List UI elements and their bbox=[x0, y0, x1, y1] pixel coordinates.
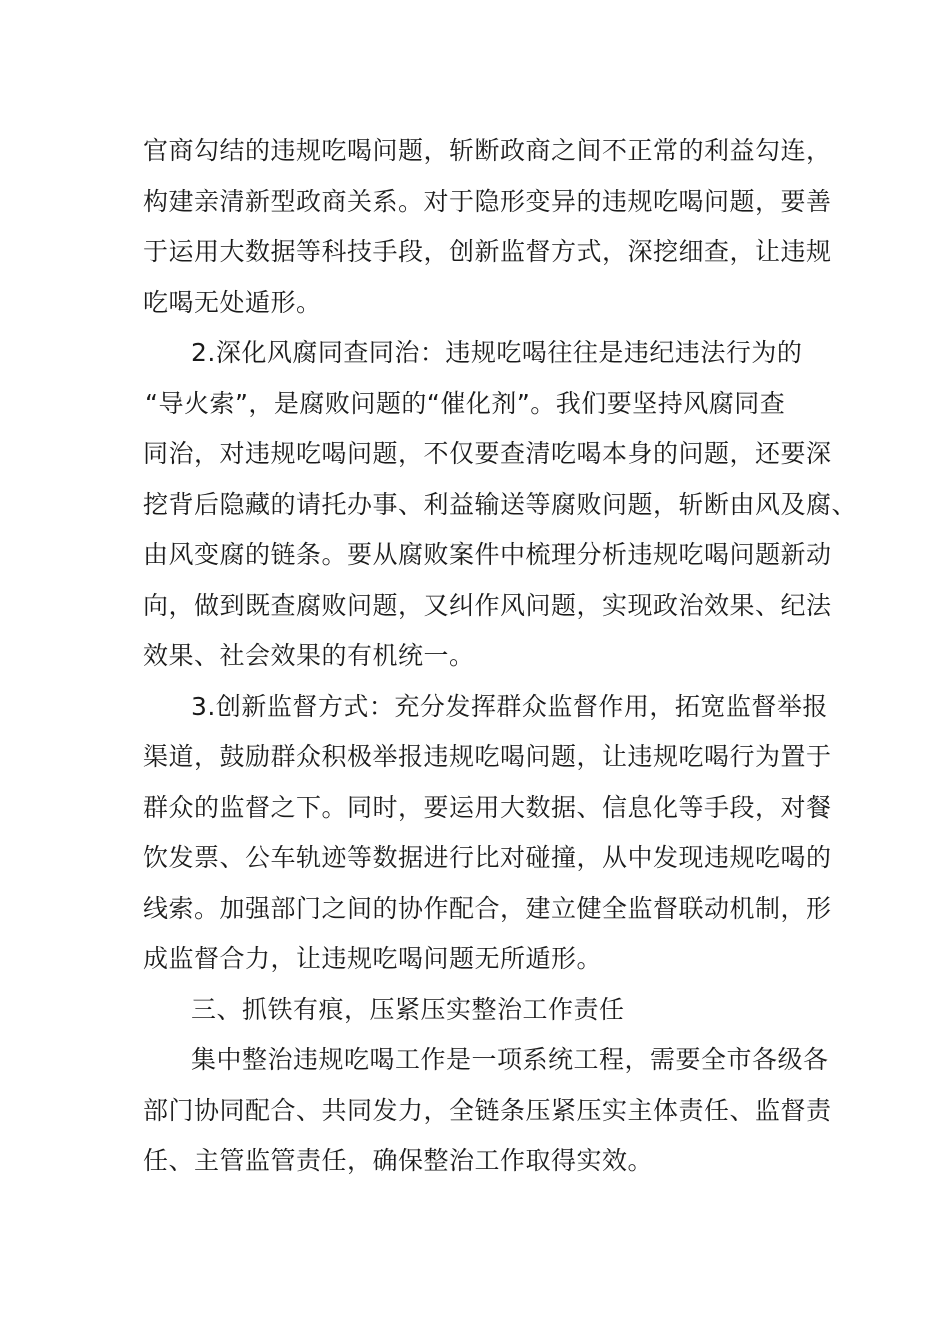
text-line: 集中整治违规吃喝工作是一项系统工程，需要全市各级各 bbox=[191, 1045, 829, 1074]
document-body bbox=[143, 126, 858, 1187]
text-line: 效果、社会效果的有机统一。 bbox=[143, 641, 475, 670]
text-line: 部门协同配合、共同发力，全链条压紧压实主体责任、监督责 bbox=[143, 1095, 832, 1125]
text-line: 渠道，鼓励群众积极举报违规吃喝问题，让违规吃喝行为置于 bbox=[143, 742, 832, 771]
text-line: 挖背后隐藏的请托办事、利益输送等腐败问题，斩断由风及腐、 bbox=[143, 489, 858, 519]
text-line: 于运用大数据等科技手段，创新监督方式，深挖细查，让违规 bbox=[143, 237, 832, 266]
text-line: 群众的监督之下。同时，要运用大数据、信息化等手段，对餐 bbox=[143, 792, 832, 822]
paragraph-heading-3: 3.创新监督方式：充分发挥群众监督作用，拓宽监督举报 bbox=[191, 691, 828, 721]
text-line: 同治，对违规吃喝问题，不仅要查清吃喝本身的问题，还要深 bbox=[143, 439, 832, 468]
section-heading: 三、抓铁有痕，压紧压实整治工作责任 bbox=[191, 994, 625, 1024]
text-line: 向，做到既查腐败问题，又纠作风问题，实现政治效果、纪法 bbox=[143, 590, 832, 620]
text-line: 任、主管监管责任，确保整治工作取得实效。 bbox=[143, 1146, 654, 1175]
text-line: 线索。加强部门之间的协作配合，建立健全监督联动机制，形 bbox=[143, 893, 832, 923]
text-line: 官商勾结的违规吃喝问题，斩断政商之间不正常的利益勾连， bbox=[143, 136, 832, 165]
text-line: 由风变腐的链条。要从腐败案件中梳理分析违规吃喝问题新动 bbox=[143, 540, 832, 569]
text-line: 构建亲清新型政商关系。对于隐形变异的违规吃喝问题，要善 bbox=[143, 186, 832, 216]
text-line: 饮发票、公车轨迹等数据进行比对碰撞，从中发现违规吃喝的 bbox=[143, 843, 832, 872]
text-line: “导火索”，是腐败问题的“催化剂”。我们要坚持风腐同查 bbox=[145, 388, 786, 418]
text-line: 吃喝无处遁形。 bbox=[143, 287, 322, 317]
text-line: 成监督合力，让违规吃喝问题无所遁形。 bbox=[143, 944, 603, 973]
paragraph-heading-2: 2.深化风腐同查同治：违规吃喝往往是违纪违法行为的 bbox=[191, 338, 803, 367]
